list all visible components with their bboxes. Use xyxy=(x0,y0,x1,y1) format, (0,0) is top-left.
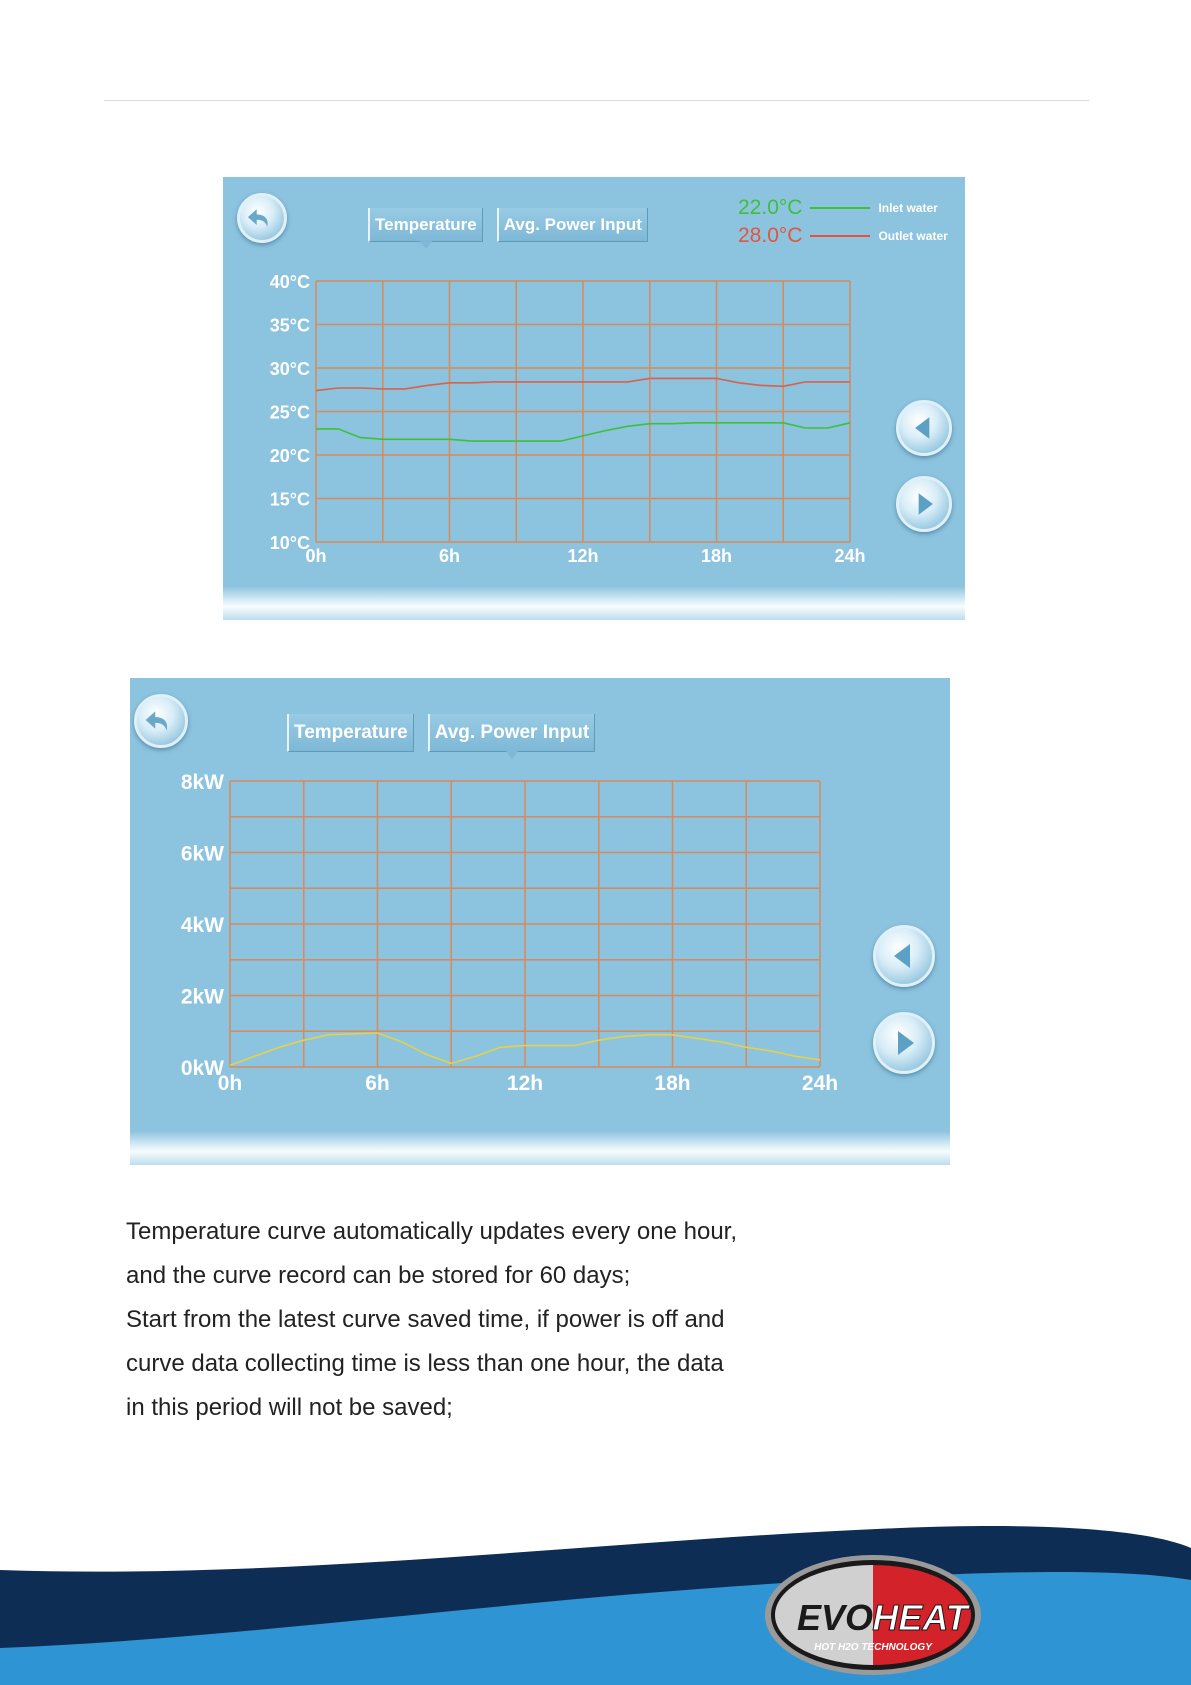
previous-button[interactable] xyxy=(873,925,935,987)
note-line: Temperature curve automatically updates every one hour, xyxy=(126,1218,738,1245)
logo-subtitle: HOT H2O TECHNOLOGY xyxy=(814,1642,932,1653)
note-line: Start from the latest curve saved time, if power is off and xyxy=(126,1306,725,1333)
x-tick-label: 18h xyxy=(700,546,733,566)
x-tick-label: 0h xyxy=(305,546,327,566)
x-tick-label: 6h xyxy=(365,1072,390,1095)
chart-grid xyxy=(230,781,820,1067)
outlet-legend-label: Outlet water xyxy=(878,229,948,243)
note-line: curve data collecting time is less than one hour, the data xyxy=(126,1350,724,1377)
y-tick-label: 35°C xyxy=(269,315,310,336)
x-tick-label: 6h xyxy=(438,546,461,566)
y-tick-label: 25°C xyxy=(269,402,310,423)
screen-bottom-reflection xyxy=(130,1131,950,1165)
y-tick-label: 40°C xyxy=(269,271,310,292)
y-tick-label: 2kW xyxy=(180,985,224,1009)
tab-avg-power-input[interactable]: Avg. Power Input xyxy=(428,714,595,752)
x-tick-label: 12h xyxy=(567,546,599,566)
power-chart xyxy=(130,678,950,1165)
chart-grid xyxy=(316,281,850,542)
x-tick-label: 0h xyxy=(217,1072,243,1095)
tab-temperature[interactable]: Temperature xyxy=(287,714,414,752)
tab-temperature[interactable]: Temperature xyxy=(368,208,483,242)
outlet-temperature-value: 28.0°C xyxy=(738,224,803,247)
arrow-left-icon xyxy=(876,928,932,984)
next-button[interactable] xyxy=(873,1012,935,1074)
footer-wave xyxy=(0,1520,1191,1685)
logo-evo: EVO xyxy=(796,1597,874,1638)
arrow-right-icon xyxy=(899,479,949,529)
notes xyxy=(126,1210,946,1430)
x-tick-label: 18h xyxy=(654,1072,691,1095)
x-tick-label: 12h xyxy=(506,1072,544,1095)
y-tick-label: 6kW xyxy=(180,842,224,866)
x-tick-label: 24h xyxy=(801,1072,839,1095)
y-tick-label: 0kW xyxy=(180,1056,224,1080)
power-screen xyxy=(130,678,950,1165)
x-tick-label: 24h xyxy=(834,546,866,566)
y-tick-label: 8kW xyxy=(180,770,224,794)
previous-button[interactable] xyxy=(896,400,952,456)
tab-avg-power-input[interactable]: Avg. Power Input xyxy=(497,208,648,242)
screen-bottom-reflection xyxy=(223,586,965,620)
inlet-legend-label: Inlet water xyxy=(878,201,938,215)
y-tick-label: 10°C xyxy=(269,532,310,553)
inlet-temperature-value: 22.0°C xyxy=(738,196,803,219)
next-button[interactable] xyxy=(896,476,952,532)
y-tick-label: 20°C xyxy=(269,445,310,466)
y-tick-label: 15°C xyxy=(269,489,310,510)
arrow-left-icon xyxy=(899,403,949,453)
y-tick-label: 30°C xyxy=(269,358,310,379)
temperature-screen xyxy=(223,177,965,620)
note-line: and the curve record can be stored for 60 days; xyxy=(126,1262,631,1289)
arrow-right-icon xyxy=(876,1015,932,1071)
note-line: in this period will not be saved; xyxy=(126,1394,453,1421)
logo-heat: HEAT xyxy=(872,1597,968,1638)
y-tick-label: 4kW xyxy=(180,913,224,937)
temperature-chart xyxy=(223,177,965,620)
header-divider xyxy=(104,100,1089,101)
evoheat-logo xyxy=(765,1555,981,1675)
